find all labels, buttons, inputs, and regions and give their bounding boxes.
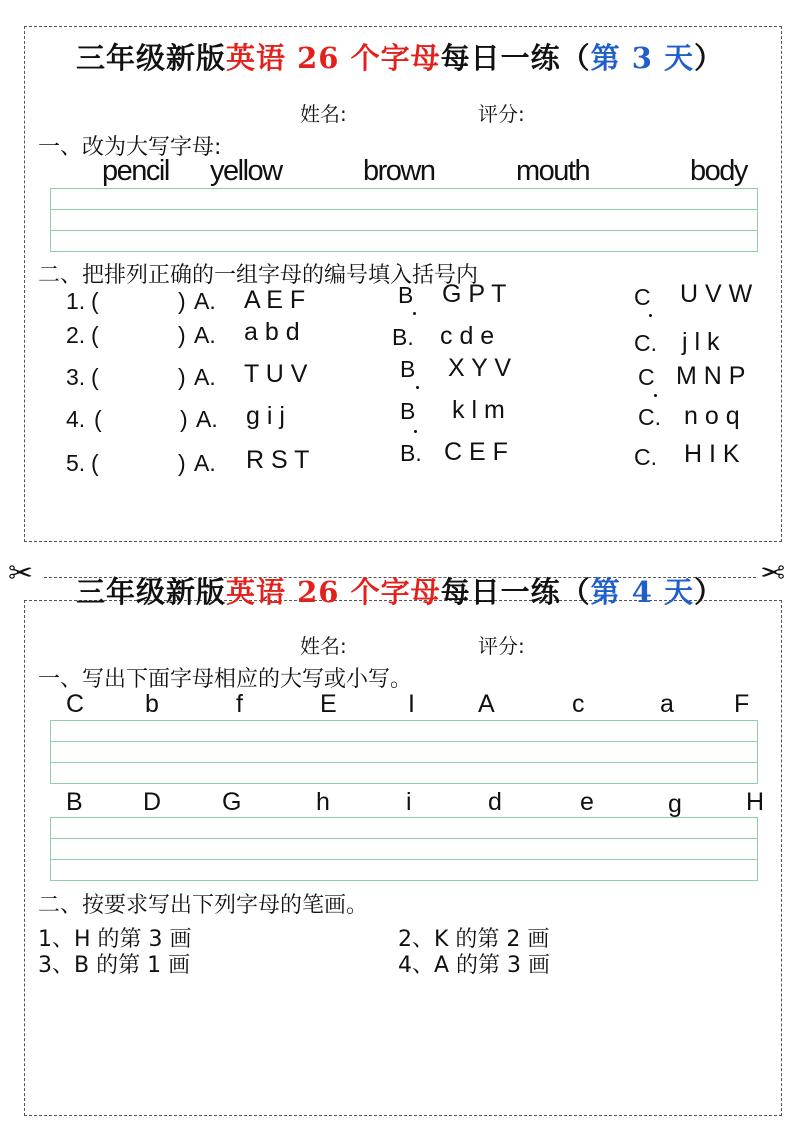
day4-row2-letter: H <box>746 788 765 816</box>
day3-word-1: pencil <box>102 155 169 187</box>
option-b-label: B. <box>392 324 414 350</box>
day4-title-part5: ） <box>693 575 724 609</box>
day4-writing-lines-2[interactable] <box>50 817 758 881</box>
day4-stroke-question-4: 4、A 的第 3 画 <box>398 953 551 978</box>
option-b-label: B <box>398 282 414 308</box>
option-c-letters: j l k <box>682 328 720 356</box>
day4-row2-letter: D <box>143 788 162 816</box>
day4-row2-letter: h <box>316 788 330 816</box>
day4-row1-letter: c <box>572 690 585 718</box>
answer-open-paren[interactable]: ( <box>94 406 102 432</box>
day4-title <box>0 570 800 611</box>
day4-title-part1: 三年级新版 <box>76 575 227 609</box>
option-a-letters: g i j <box>246 402 285 430</box>
scissors-icon: ✂ <box>760 556 786 591</box>
option-b-letters: G P T <box>442 280 507 308</box>
day4-row1-letter: a <box>660 690 674 718</box>
option-a-label: A. <box>194 364 216 390</box>
answer-open-paren[interactable]: ( <box>91 450 99 476</box>
option-c-label: C. <box>634 330 657 356</box>
option-c-letters: n o q <box>684 402 740 430</box>
option-b-label: B. <box>400 440 422 466</box>
day4-score-label: 评分: <box>478 634 525 658</box>
question-number: 2. <box>66 322 86 348</box>
answer-close-paren: ) <box>178 450 186 476</box>
day4-title-part4: 第 4 天 <box>590 575 694 609</box>
day4-row1-letter: b <box>145 690 159 718</box>
day3-word-2: yellow <box>210 155 282 187</box>
option-c-label: C. <box>634 444 657 470</box>
option-a-label: A. <box>196 406 218 432</box>
day4-writing-lines-1[interactable] <box>50 720 758 784</box>
day4-row1-letter: f <box>236 690 243 718</box>
option-a-letters: T U V <box>244 360 308 388</box>
day3-title-part2: 英语 26 个字母 <box>226 41 441 75</box>
day3-word-5: body <box>690 155 747 187</box>
day3-section1-heading: 一、改为大写字母: <box>38 135 222 160</box>
question-number: 5. <box>66 450 86 476</box>
option-c-letters: H I K <box>684 440 740 468</box>
answer-close-paren: ) <box>180 406 188 432</box>
option-b-label: B <box>400 398 416 424</box>
day4-stroke-question-3: 3、B 的第 1 画 <box>38 953 191 978</box>
day4-row2-letter: i <box>406 788 412 816</box>
option-a-letters: a b d <box>244 318 300 346</box>
scissors-icon: ✂ <box>8 556 34 591</box>
option-b-letters: k l m <box>452 396 505 424</box>
answer-close-paren: ) <box>178 288 186 314</box>
day4-row1-letter: I <box>408 690 415 718</box>
day4-row1-letter: F <box>734 690 750 718</box>
option-a-label: A. <box>194 322 216 348</box>
option-c-letters: U V W <box>680 280 753 308</box>
day3-title <box>0 36 800 77</box>
day4-row2-letter: B <box>66 788 83 816</box>
day4-row1-letter: A <box>478 690 495 718</box>
option-c-letters: M N P <box>676 362 746 390</box>
day3-word-4: mouth <box>516 155 590 187</box>
question-number: 3. <box>66 364 86 390</box>
day3-title-part5: ） <box>693 41 724 75</box>
day3-title-part3: 每日一练（ <box>440 41 591 75</box>
day4-row1-letter: C <box>66 690 85 718</box>
day3-title-part1: 三年级新版 <box>76 41 227 75</box>
option-a-label: A. <box>194 288 216 314</box>
day3-section2-heading: 二、把排列正确的一组字母的编号填入括号内 <box>38 263 479 288</box>
option-b-letters: C E F <box>444 438 508 466</box>
question-number: 4. <box>66 406 86 432</box>
option-a-letters: A E F <box>244 286 306 314</box>
day3-writing-lines[interactable] <box>50 188 758 252</box>
day4-stroke-question-1: 1、H 的第 3 画 <box>38 927 192 952</box>
option-b-letters: c d e <box>440 322 495 350</box>
day3-title-part4: 第 3 天 <box>590 41 694 75</box>
day3-score-label: 评分: <box>478 102 525 126</box>
option-b-letters: X Y V <box>448 354 512 382</box>
day4-title-part3: 每日一练（ <box>440 575 591 609</box>
question-number: 1. <box>66 288 86 314</box>
day3-word-3: brown <box>363 155 435 187</box>
option-a-label: A. <box>194 450 216 476</box>
day4-row2-letter: g <box>668 790 682 818</box>
answer-open-paren[interactable]: ( <box>91 322 99 348</box>
day4-title-part2: 英语 26 个字母 <box>226 575 441 609</box>
option-a-letters: R S T <box>246 446 310 474</box>
answer-close-paren: ) <box>178 322 186 348</box>
day4-section1-heading: 一、写出下面字母相应的大写或小写。 <box>38 667 413 692</box>
option-b-label: B <box>400 356 416 382</box>
day4-row2-letter: d <box>488 788 502 816</box>
option-c-label: C. <box>638 404 661 430</box>
day3-name-label: 姓名: <box>300 102 347 126</box>
option-c-label: C <box>638 364 655 390</box>
day4-row1-letter: E <box>320 690 337 718</box>
day4-row2-letter: e <box>580 788 594 816</box>
answer-open-paren[interactable]: ( <box>91 364 99 390</box>
option-c-label: C <box>634 284 651 310</box>
day4-stroke-question-2: 2、K 的第 2 画 <box>398 927 550 952</box>
day4-name-label: 姓名: <box>300 634 347 658</box>
answer-close-paren: ) <box>178 364 186 390</box>
day4-row2-letter: G <box>222 788 242 816</box>
answer-open-paren[interactable]: ( <box>91 288 99 314</box>
day4-section2-heading: 二、按要求写出下列字母的笔画。 <box>38 893 369 918</box>
